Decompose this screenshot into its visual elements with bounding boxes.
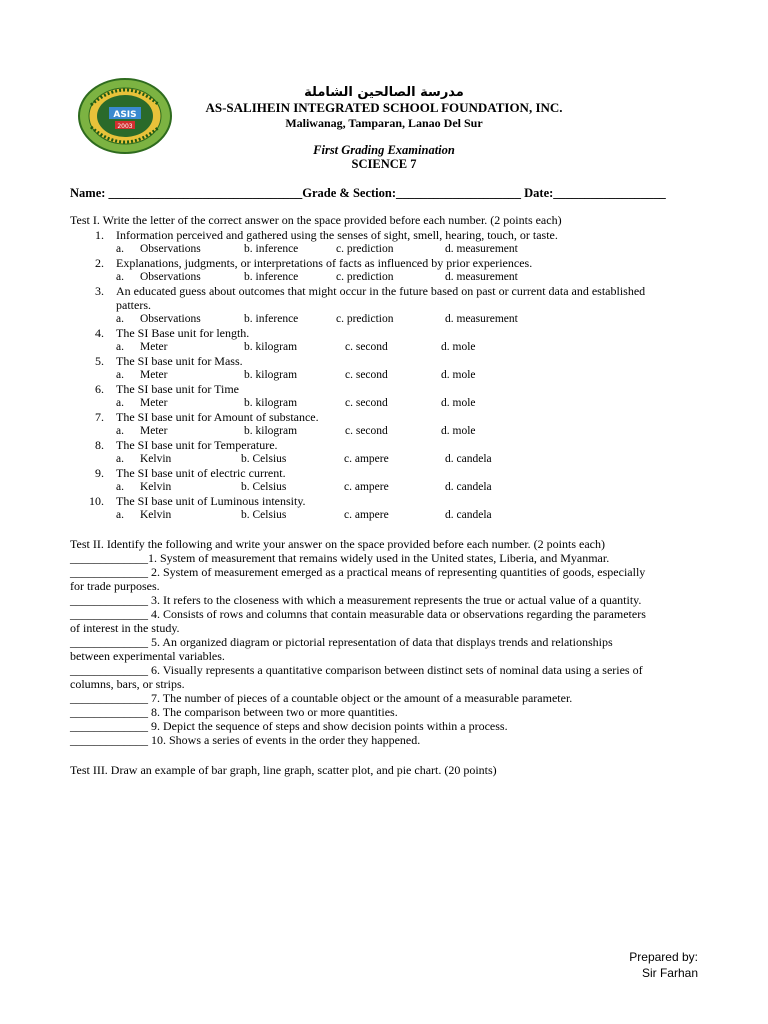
choice-option: d. measurement xyxy=(445,313,518,325)
logo-year: 2003 xyxy=(117,123,133,130)
choice-option: b. Celsius xyxy=(241,509,287,521)
author-name: Sir Farhan xyxy=(641,966,698,980)
choice-option: b. kilogram xyxy=(244,369,298,381)
choice-option: b. kilogram xyxy=(244,425,298,437)
choice-option: c. prediction xyxy=(336,313,394,325)
identification-item-continued: of interest in the study. xyxy=(70,621,180,635)
choice-option: Meter xyxy=(140,425,168,437)
question-text: The SI base unit for Amount of substance. xyxy=(116,410,319,424)
prepared-by-label: Prepared by: xyxy=(629,950,698,964)
choice-option: d. mole xyxy=(441,341,476,353)
choice-option: b. inference xyxy=(244,313,299,325)
choice-option: b. inference xyxy=(244,243,299,255)
question-text: The SI Base unit for length. xyxy=(116,326,250,340)
exam-subject: SCIENCE 7 xyxy=(351,157,417,171)
identification-item: _____________ 7. The number of pieces of a countable object or the amount of a measurable parameter. xyxy=(70,691,573,705)
question-number: 10. xyxy=(89,494,104,508)
choice-option: Meter xyxy=(140,341,168,353)
choice-option: b. Celsius xyxy=(241,453,287,465)
identification-item: _____________ 9. Depict the sequence of steps and show decision points within a process. xyxy=(70,719,508,733)
choice-letter: a. xyxy=(116,313,124,325)
choice-option: Observations xyxy=(140,271,201,283)
identification-item: _____________ 10. Shows a series of events in the order they happened. xyxy=(70,733,421,747)
choice-option: Kelvin xyxy=(140,481,172,493)
identification-item-continued: for trade purposes. xyxy=(70,579,160,593)
choice-option: d. measurement xyxy=(445,271,518,283)
choice-option: d. candela xyxy=(445,453,492,465)
question-number: 4. xyxy=(95,326,104,340)
choice-option: c. prediction xyxy=(336,271,394,283)
question-text: The SI base unit of electric current. xyxy=(116,466,286,480)
choice-option: Kelvin xyxy=(140,453,172,465)
logo-center-text: ASIS xyxy=(113,110,137,120)
question-number: 9. xyxy=(95,466,104,480)
question-number: 5. xyxy=(95,354,104,368)
student-info-line: Name: _______________________________Grade & Section:____________________ Date:__________________ xyxy=(70,186,666,200)
identification-item: _____________ 4. Consists of rows and columns that contain measurable data or observations regarding the parameters xyxy=(70,607,646,621)
choice-option: b. kilogram xyxy=(244,341,298,353)
question-number: 3. xyxy=(95,284,104,298)
choice-option: Observations xyxy=(140,313,201,325)
identification-item: _____________ 2. System of measurement emerged as a practical means of representing quantities of goods, especially xyxy=(70,565,646,579)
choice-letter: a. xyxy=(116,425,124,437)
choice-letter: a. xyxy=(116,341,124,353)
choice-option: d. mole xyxy=(441,397,476,409)
choice-option: d. candela xyxy=(445,481,492,493)
identification-item: _____________ 5. An organized diagram or pictorial representation of data that displays trends and relationships xyxy=(70,635,613,649)
choice-option: c. prediction xyxy=(336,243,394,255)
question-text: The SI base unit for Mass. xyxy=(116,354,243,368)
school-logo xyxy=(77,77,173,155)
choice-option: Meter xyxy=(140,397,168,409)
question-text: An educated guess about outcomes that might occur in the future based on past or current data and established xyxy=(116,284,646,298)
question-text: Explanations, judgments, or interpretations of facts as influenced by prior experiences. xyxy=(116,256,533,270)
choice-letter: a. xyxy=(116,453,124,465)
choice-option: c. second xyxy=(345,397,388,409)
choice-option: c. second xyxy=(345,341,388,353)
question-number: 1. xyxy=(95,228,104,242)
question-number: 6. xyxy=(95,382,104,396)
question-number: 8. xyxy=(95,438,104,452)
test-1-instruction: Test I. Write the letter of the correct answer on the space provided before each number. (2 points each) xyxy=(70,213,562,227)
question-text: The SI base unit of Luminous intensity. xyxy=(116,494,306,508)
question-number: 7. xyxy=(95,410,104,424)
choice-option: b. kilogram xyxy=(244,397,298,409)
choice-option: Kelvin xyxy=(140,509,172,521)
identification-item: _____________ 8. The comparison between two or more quantities. xyxy=(70,705,398,719)
choice-option: Meter xyxy=(140,369,168,381)
school-arabic-name: مدرسة الصالحين الشاملة xyxy=(304,85,464,100)
choice-option: b. Celsius xyxy=(241,481,287,493)
choice-option: c. second xyxy=(345,369,388,381)
choice-letter: a. xyxy=(116,481,124,493)
choice-letter: a. xyxy=(116,271,124,283)
exam-title: First Grading Examination xyxy=(313,143,455,157)
school-name: AS-SALIHEIN INTEGRATED SCHOOL FOUNDATION, INC. xyxy=(205,100,563,115)
choice-letter: a. xyxy=(116,397,124,409)
question-text: The SI base unit for Temperature. xyxy=(116,438,278,452)
choice-option: b. inference xyxy=(244,271,299,283)
identification-item: _____________ 6. Visually represents a quantitative comparison between distinct sets of nominal data using a series of xyxy=(70,663,643,677)
choice-option: Observations xyxy=(140,243,201,255)
choice-option: d. mole xyxy=(441,425,476,437)
choice-option: d. candela xyxy=(445,509,492,521)
test-2-instruction: Test II. Identify the following and write your answer on the space provided before each number. (2 points each) xyxy=(70,537,605,551)
identification-item: _____________ 3. It refers to the closeness with which a measurement represents the true or actual value of a quantity. xyxy=(70,593,642,607)
identification-item-continued: columns, bars, or strips. xyxy=(70,677,185,691)
school-address: Maliwanag, Tamparan, Lanao Del Sur xyxy=(285,116,483,130)
identification-item: _____________1. System of measurement that remains widely used in the United states, Liberia, and Myanmar. xyxy=(70,551,610,565)
choice-option: d. mole xyxy=(441,369,476,381)
question-text-continued: patters. xyxy=(116,298,151,312)
question-text: Information perceived and gathered using the senses of sight, smell, hearing, touch, or taste. xyxy=(116,228,558,242)
choice-option: d. measurement xyxy=(445,243,518,255)
choice-option: c. second xyxy=(345,425,388,437)
choice-letter: a. xyxy=(116,369,124,381)
choice-letter: a. xyxy=(116,509,124,521)
identification-item-continued: between experimental variables. xyxy=(70,649,225,663)
test-3-instruction: Test III. Draw an example of bar graph, line graph, scatter plot, and pie chart. (20 points) xyxy=(70,763,497,777)
choice-letter: a. xyxy=(116,243,124,255)
choice-option: c. ampere xyxy=(344,481,389,493)
question-number: 2. xyxy=(95,256,104,270)
choice-option: c. ampere xyxy=(344,453,389,465)
question-text: The SI base unit for Time xyxy=(116,382,239,396)
choice-option: c. ampere xyxy=(344,509,389,521)
